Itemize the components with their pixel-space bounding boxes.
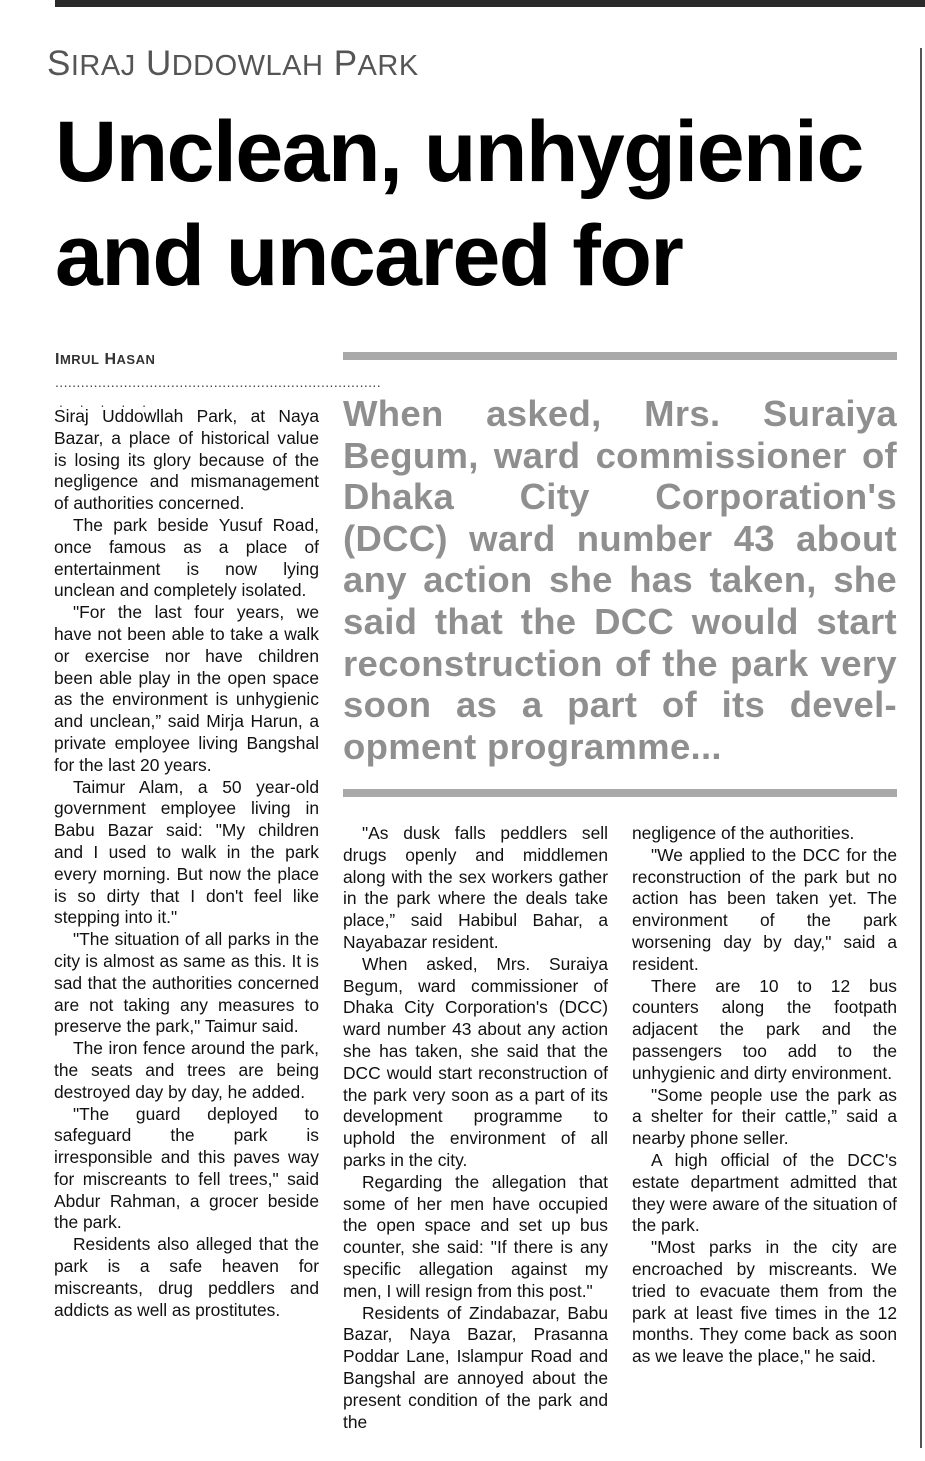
paragraph: "Some people use the park as a shelter for their cattle,” said a nearby phone seller. bbox=[632, 1084, 897, 1149]
paragraph: There are 10 to 12 bus counters along the footpath adjacent the park and the passengers too add to the unhygienic and dirty environment. bbox=[632, 975, 897, 1083]
paragraph: Taimur Alam, a 50 year-old government employee living in Babu Bazar said: "My children and I used to walk in the park every morning. But now the place is so dirty that I don't feel like stepping into it." bbox=[54, 776, 319, 928]
pull-quote: When asked, Mrs. Suraiya Begum, ward commissioner of Dhaka City Corporation's (DCC) ward number 43 about any action she has taken, she said that the DCC would start reconstruction of the park very soon as a part of its devel-opment programme... bbox=[343, 393, 897, 767]
article-column-1 bbox=[54, 406, 319, 1321]
dotted-separator: . . . . . bbox=[59, 394, 153, 410]
paragraph: When asked, Mrs. Suraiya Begum, ward commissioner of Dhaka City Corporation's (DCC) ward number 43 about any action she has taken, she said that the DCC would start reconstruction of the park very soon as a part of its development programme to uphold the environment of all parks in the city. bbox=[343, 953, 608, 1170]
kicker-word: PARK bbox=[333, 44, 419, 83]
pull-quote-rule-top bbox=[343, 352, 897, 360]
paragraph: negligence of the authorities. bbox=[632, 823, 855, 843]
paragraph: "As dusk falls peddlers sell drugs openly and middlemen along with the sex workers gather in the park where the deals take place,” said Habibul Bahar, a Nayabazar resident. bbox=[343, 823, 608, 952]
paragraph: The park beside Yusuf Road, once famous as a place of entertainment is now lying unclean and completely isolated. bbox=[54, 514, 319, 601]
paragraph: "The guard deployed to safeguard the park is irresponsible and this paves way for miscreants to fell trees," said Abdur Rahman, a grocer beside the park. bbox=[54, 1103, 319, 1233]
article-column-3 bbox=[632, 823, 897, 1368]
kicker-word: SIRAJ bbox=[47, 44, 136, 83]
paragraph: Residents also alleged that the park is a safe heaven for miscreants, drug peddlers and addicts as well as prostitutes. bbox=[54, 1234, 319, 1320]
pull-quote-rule-bottom bbox=[343, 789, 897, 797]
kicker-word: UDDOWLAH bbox=[145, 44, 324, 83]
paragraph: A high official of the DCC's estate department admitted that they were aware of the situation of the park. bbox=[632, 1149, 897, 1236]
top-rule bbox=[55, 0, 925, 7]
paragraph: Residents of Zindabazar, Babu Bazar, Naya Bazar, Prasanna Poddar Lane, Islampur Road and Bangshal are annoyed about the present condition of the park and the bbox=[343, 1302, 608, 1432]
headline bbox=[55, 100, 920, 308]
paragraph: Regarding the allegation that some of her men have occupied the open space and set up bus counter, she said: "If there is any specific allegation against my men, I will resign from this post." bbox=[343, 1171, 608, 1301]
headline-line: Unclean, unhygienic bbox=[55, 104, 863, 200]
byline-word: IMRUL bbox=[55, 351, 100, 368]
article-column-2 bbox=[343, 823, 608, 1433]
dotted-separator: ............................................................................ bbox=[55, 374, 382, 390]
column-rule-right bbox=[920, 48, 922, 1448]
paragraph: "For the last four years, we have not been able to take a walk or exercise nor have children been able play in the open space as the environment is unhygienic and unclean,” said Mirja Harun, a private employee living Bangshal for the last 20 years. bbox=[54, 602, 319, 775]
byline-word: HASAN bbox=[104, 351, 156, 368]
paragraph: Siraj Uddowllah Park, at Naya Bazar, a place of historical value is losing its glory because of the negligence and mismanagement of authorities concerned. bbox=[54, 406, 319, 514]
paragraph: The iron fence around the park, the seats and trees are being destroyed day by day, he added. bbox=[54, 1038, 319, 1102]
byline bbox=[55, 351, 155, 369]
section-kicker bbox=[47, 44, 419, 84]
headline-line: and uncared for bbox=[55, 208, 683, 304]
paragraph: "We applied to the DCC for the reconstruction of the park but no action has been taken yet. The environment of the park worsening day by day," said a resident. bbox=[632, 844, 897, 974]
paragraph: "The situation of all parks in the city is almost as same as this. It is sad that the authorities concerned are not taking any measures to preserve the park," Taimur said. bbox=[54, 929, 319, 1037]
paragraph: "Most parks in the city are encroached by miscreants. We tried to evacuate them from the park at least five times in the 12 months. They come back as soon as we leave the place," he said. bbox=[632, 1237, 897, 1367]
